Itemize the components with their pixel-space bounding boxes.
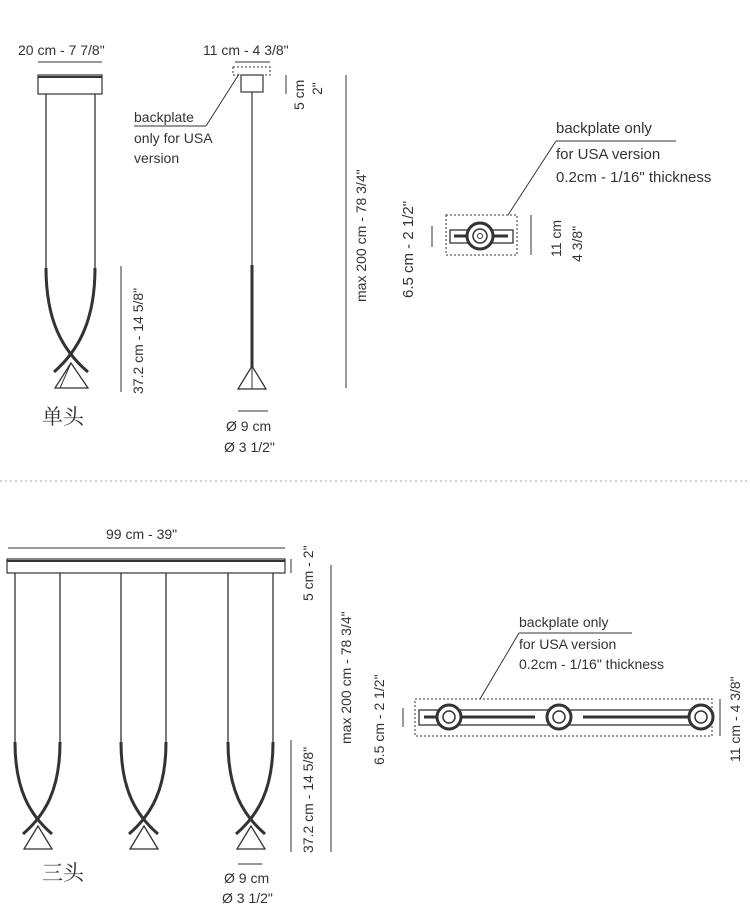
single-base-diam-in: Ø 3 1/2" xyxy=(224,439,275,455)
single-plate-width-in: 4 3/8" xyxy=(569,225,585,262)
triple-lamp2-shade-left xyxy=(121,742,158,834)
triple-plate-note-2: for USA version xyxy=(519,636,617,652)
single-plate-note-1: backplate only xyxy=(556,120,652,137)
triple-plate-ring-1-outer xyxy=(437,705,461,729)
triple-max-height-label: max 200 cm - 78 3/4" xyxy=(338,611,354,744)
single-backplate-note-1: backplate xyxy=(134,109,194,125)
triple-top-width-label: 99 cm - 39" xyxy=(106,526,178,542)
single-plate-width-cm: 11 cm xyxy=(548,219,564,257)
single-shade-height-label: 37.2 cm - 14 5/8" xyxy=(130,287,146,394)
triple-front-view xyxy=(7,526,285,906)
triple-plate-width-label: 11 cm - 4 3/8" xyxy=(727,676,743,762)
triple-plate-note-1: backplate only xyxy=(519,614,609,630)
single-backplate-note-3: version xyxy=(134,150,180,166)
triple-lamp2-shade-right xyxy=(129,742,166,834)
triple-plate-ring-2-outer xyxy=(547,705,571,729)
single-canopy-width-label: 11 cm - 4 3/8" xyxy=(203,42,289,58)
single-plate-note-2: for USA version xyxy=(556,146,661,163)
single-side-view xyxy=(134,42,369,455)
triple-dimensions xyxy=(291,545,354,853)
single-backplate-note-2: only for USA xyxy=(134,130,213,146)
triple-lamp3-shade-right xyxy=(236,742,273,834)
single-plate-ring-outer xyxy=(467,223,493,249)
triple-plate-leader-d xyxy=(480,633,519,699)
triple-lamp1-shade-right xyxy=(23,742,60,834)
single-canopy-height-in: 2" xyxy=(309,82,325,95)
single-shade-height-dim xyxy=(121,266,146,394)
single-base-diam-cm: Ø 9 cm xyxy=(226,418,272,434)
single-top-width-label: 20 cm - 7 7/8" xyxy=(18,42,105,58)
triple-lamp1-shade-left xyxy=(15,742,52,834)
single-canopy-height-cm: 5 cm xyxy=(291,79,307,110)
triple-canopy-height-label: 5 cm - 2" xyxy=(300,545,316,601)
triple-shade-height-label: 37.2 cm - 14 5/8" xyxy=(300,746,316,853)
triple-plate-note-3: 0.2cm - 1/16" thickness xyxy=(519,656,665,672)
single-backplate-leader-d xyxy=(206,74,239,126)
single-max-height-label: max 200 cm - 78 3/4" xyxy=(353,169,369,302)
single-front-view xyxy=(18,42,105,429)
triple-lamp3-shade-left xyxy=(228,742,265,834)
triple-backplate-view xyxy=(371,614,743,765)
triple-base-diam-cm: Ø 9 cm xyxy=(224,870,270,886)
triple-plate-ring-3-outer xyxy=(689,705,713,729)
single-plate-height-label: 6.5 cm - 2 1/2" xyxy=(400,200,417,298)
single-label: 单头 xyxy=(42,406,84,429)
triple-label: 三头 xyxy=(42,862,84,885)
triple-plate-height-label: 6.5 cm - 2 1/2" xyxy=(371,674,387,765)
triple-base-diam-in: Ø 3 1/2" xyxy=(222,890,273,906)
single-backplate-view xyxy=(400,120,711,298)
single-side-canopy xyxy=(241,75,263,92)
single-plate-leader-d xyxy=(508,141,556,215)
single-plate-note-3: 0.2cm - 1/16" thickness xyxy=(556,169,712,186)
